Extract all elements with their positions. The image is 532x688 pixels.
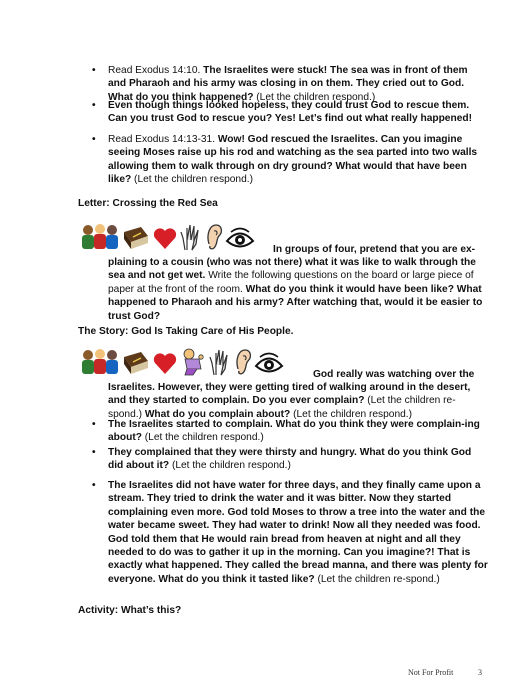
bullet-dot: • [92, 480, 96, 491]
bullet-bold-text: Wow! God rescued the Israelites. Can you imagine seeing Moses raise up his rod and watching as the sea parted into two walls allowing them to walk through on dry ground? What would that have been like? [108, 134, 478, 186]
bullet-dot: • [92, 419, 96, 430]
bullet-bold-text: The Israelites started to complain. What do you think they were complain-ing about? [108, 419, 480, 444]
hand-icon [179, 222, 203, 252]
footer-text: Not For Profit [408, 668, 454, 677]
eye-icon [254, 351, 284, 377]
story-first-line: God really was watching over the [313, 369, 475, 380]
list-item [92, 133, 488, 187]
icon-row-letter [80, 218, 255, 252]
eye-icon [225, 226, 255, 252]
story-intro [108, 381, 484, 421]
section-heading-letter: Letter: Crossing the Red Sea [78, 198, 218, 209]
heart-icon [152, 349, 178, 377]
icon-row-story [80, 343, 284, 377]
list-item [92, 479, 488, 586]
story-bold-text: Israelites. However, they were getting tired of walking around in the desert, and they started to complain. Do you ever complain? [108, 382, 471, 407]
bullet-bold-text: The Israelites did not have water for three days, and they finally came upon a stream. They tried to drink the water and it was bitter. Now they started complaining even more. God told Moses to throw a tree into the water and the water became sweet. They had water to drink! Now all they needed was food. God told them that He would rain bread from heaven at night and all they needed to do was to gather it up in the morning. Can you imagine?! That is exactly what happened. They called the bread manna, and there was plenty for everyone. What do you think it tasted like? [108, 480, 488, 585]
bullet-tail-text: (Let the children re-spond.) [314, 573, 440, 585]
ear-icon [233, 347, 253, 377]
children-group-icon [80, 222, 120, 252]
letter-instructions [108, 256, 484, 323]
heart-icon [152, 224, 178, 252]
letter-first-line: In groups of four, pretend that you are ex- [273, 244, 476, 255]
letter-bold-text: plaining to a cousin (who was not there) what it was like to walk through the sea and not get wet. [108, 257, 476, 282]
letter-questions-text: What do you think it would have been like? What happened to Pharaoh and his army? After watching that, would it be easier to trust God? [108, 283, 483, 322]
bullet-dot: • [92, 134, 96, 145]
bullet-bold-text: The Israelites were stuck! The sea was in front of them and Pharaoh and his army was closing in on them. They cried out to God. What do you think happened? [108, 65, 468, 103]
section-heading-activity: Activity: What’s this? [78, 605, 182, 616]
bullet-text: Read Exodus 14:10. [108, 65, 204, 76]
story-question-text: What do you complain about? [144, 408, 291, 420]
story-plain-text: (Let the children re-spond.) [108, 395, 456, 420]
bullet-bold-text: They complained that they were thirsty and hungry. What do you think God did about it? [108, 447, 472, 472]
story-tail-text: (Let the children respond.) [290, 408, 413, 420]
list-item [92, 446, 488, 473]
list-item [92, 418, 488, 445]
section-heading-story: The Story: God Is Taking Care of His People. [78, 326, 294, 337]
bullet-dot: • [92, 65, 96, 76]
bullet-tail-text: (Let the children respond.) [131, 174, 253, 186]
bullet-bold-text: Even though things looked hopeless, they could trust God to rescue them. Can you trust God to rescue you? Yes! Let’s find out what really happened! [108, 100, 472, 125]
bullet-tail-text: (Let the children respond.) [141, 432, 264, 444]
page-number: 3 [478, 668, 482, 677]
bullet-tail-text: (Let the children respond.) [169, 460, 291, 472]
bullet-text: Read Exodus 14:13-31. [108, 134, 218, 145]
children-group-icon [80, 347, 120, 377]
letter-plain-text: Write the following questions on the board or large piece of paper at the front of the room. [108, 270, 474, 295]
ear-icon [204, 222, 224, 252]
bible-icon [121, 222, 151, 252]
list-item [92, 99, 488, 126]
hand-icon [208, 347, 232, 377]
bullet-dot: • [92, 100, 96, 111]
kneeling-child-icon [179, 347, 207, 377]
bullet-tail-text: (Let the children respond.) [253, 91, 376, 103]
bible-icon [121, 347, 151, 377]
bullet-dot: • [92, 447, 96, 458]
